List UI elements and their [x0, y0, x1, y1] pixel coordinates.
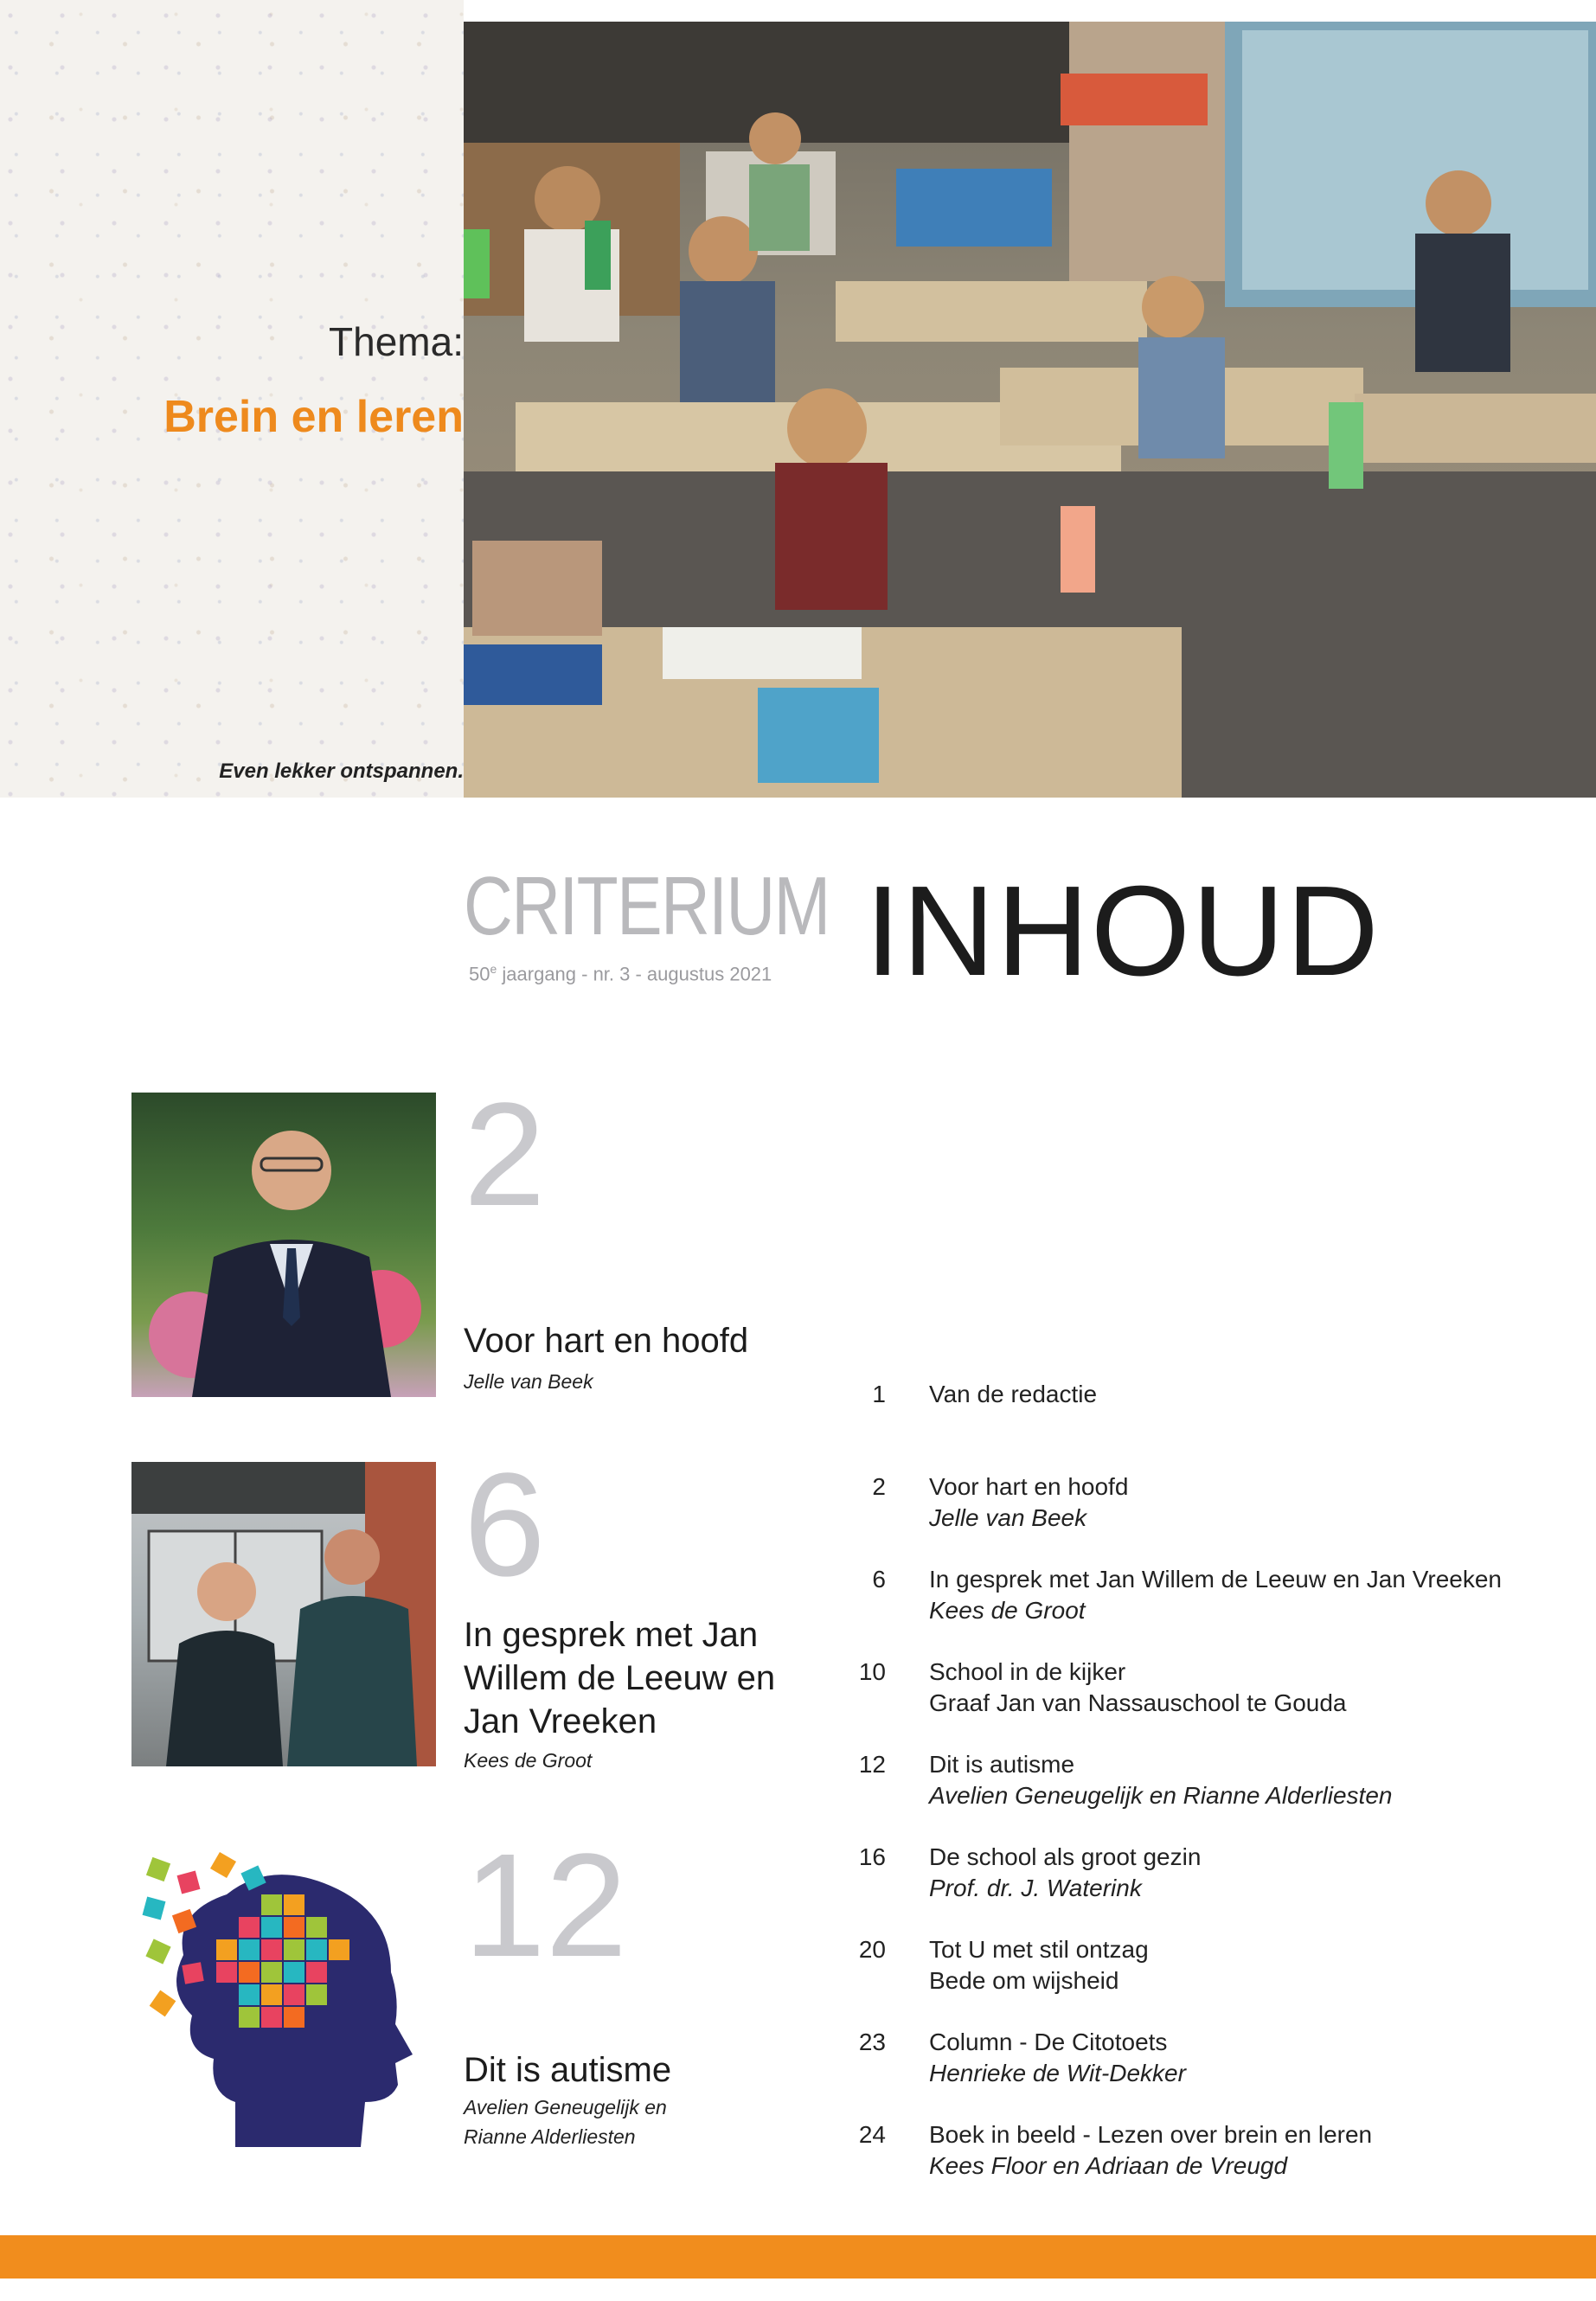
toc-page-number: 23 [858, 2029, 886, 2055]
toc-item-tot-u-met-stil-ontzag[interactable] [830, 1934, 1574, 2027]
issue-line [469, 962, 772, 985]
toc-page-number: 6 [872, 1566, 886, 1593]
feature-number-2: 6 [464, 1443, 546, 1607]
masthead [464, 860, 830, 985]
toc-page-number: 10 [858, 1658, 886, 1685]
issue-text: jaargang - nr. 3 - augustus 2021 [497, 963, 772, 985]
feature-title-2[interactable]: In gesprek met Jan Willem de Leeuw en Jan Vreeken [464, 1616, 776, 1740]
toc-title: De school als groot gezin [929, 1843, 1202, 1870]
toc-author: Prof. dr. J. Waterink [929, 1875, 1142, 1901]
toc-page-number: 20 [858, 1936, 886, 1963]
feature-title-1[interactable]: Voor hart en hoofd [464, 1322, 749, 1360]
toc-title: Column - De Citotoets [929, 2029, 1168, 2055]
toc-subtitle: Graaf Jan van Nassauschool te Gouda [929, 1689, 1347, 1716]
toc-author: Henrieke de Wit-Dekker [929, 2060, 1186, 2086]
toc-author: Kees de Groot [929, 1597, 1086, 1624]
toc-item-van-de-redactie[interactable] [830, 1379, 1574, 1471]
toc-author: Jelle van Beek [929, 1504, 1087, 1531]
toc-title: Voor hart en hoofd [929, 1473, 1129, 1500]
toc-author: Kees Floor en Adriaan de Vreugd [929, 2152, 1288, 2179]
feature-illustration-3 [131, 1843, 436, 2147]
toc-item-voor-hart-en-hoofd[interactable] [830, 1471, 1574, 1564]
feature-photo-1 [131, 1093, 436, 1397]
toc-title: Boek in beeld - Lezen over brein en leren [929, 2121, 1373, 2148]
feature-title-3[interactable]: Dit is autisme [464, 2051, 672, 2089]
toc-subtitle: Bede om wijsheid [929, 1967, 1119, 1994]
toc-item-in-gesprek-met[interactable] [830, 1564, 1574, 1657]
classroom-illustration [464, 22, 1596, 798]
toc-item-column-de-citotoets[interactable] [830, 2027, 1574, 2119]
toc-item-school-in-de-kijker[interactable] [830, 1657, 1574, 1749]
footer-accent-bar [0, 2235, 1596, 2279]
toc-page-number: 24 [858, 2121, 886, 2148]
portrait-illustration-1 [131, 1093, 436, 1397]
portrait-illustration-2 [131, 1462, 436, 1766]
theme-panel [0, 0, 464, 798]
classroom-photo [464, 22, 1596, 798]
table-of-contents [830, 1379, 1574, 2212]
photo-caption: Even lekker ontspannen. [219, 760, 464, 783]
toc-title: Dit is autisme [929, 1751, 1075, 1778]
toc-page-number: 2 [872, 1473, 886, 1500]
toc-title: Tot U met stil ontzag [929, 1936, 1149, 1963]
feature-author-3: Avelien Geneugelijk en Rianne Alderliesten [464, 2096, 667, 2148]
toc-item-boek-in-beeld[interactable] [830, 2119, 1574, 2212]
theme-label: Thema: [329, 319, 464, 364]
toc-author: Avelien Geneugelijk en Rianne Alderliesten [929, 1782, 1393, 1809]
toc-item-de-school-als-groot-gezin[interactable] [830, 1842, 1574, 1934]
volume-suffix: e [490, 962, 497, 976]
feature-author-1: Jelle van Beek [464, 1370, 593, 1393]
toc-item-dit-is-autisme[interactable] [830, 1749, 1574, 1842]
toc-page-number: 12 [858, 1751, 886, 1778]
toc-title: Van de redactie [929, 1381, 1098, 1407]
puzzle-head-icon [131, 1843, 436, 2147]
toc-page-number: 16 [858, 1843, 886, 1870]
toc-page-number: 1 [872, 1381, 886, 1407]
section-title: INHOUD [865, 860, 1381, 1003]
feature-number-3: 12 [464, 1823, 628, 1988]
feature-photo-2 [131, 1462, 436, 1766]
volume-number: 50 [469, 963, 490, 985]
toc-title: School in de kijker [929, 1658, 1126, 1685]
feature-author-2: Kees de Groot [464, 1749, 593, 1772]
toc-title: In gesprek met Jan Willem de Leeuw en Jan Vreeken [929, 1566, 1502, 1593]
theme-title: Brein en leren [163, 392, 464, 442]
magazine-name: CRITERIUM [464, 860, 830, 952]
feature-number-1: 2 [464, 1073, 546, 1237]
